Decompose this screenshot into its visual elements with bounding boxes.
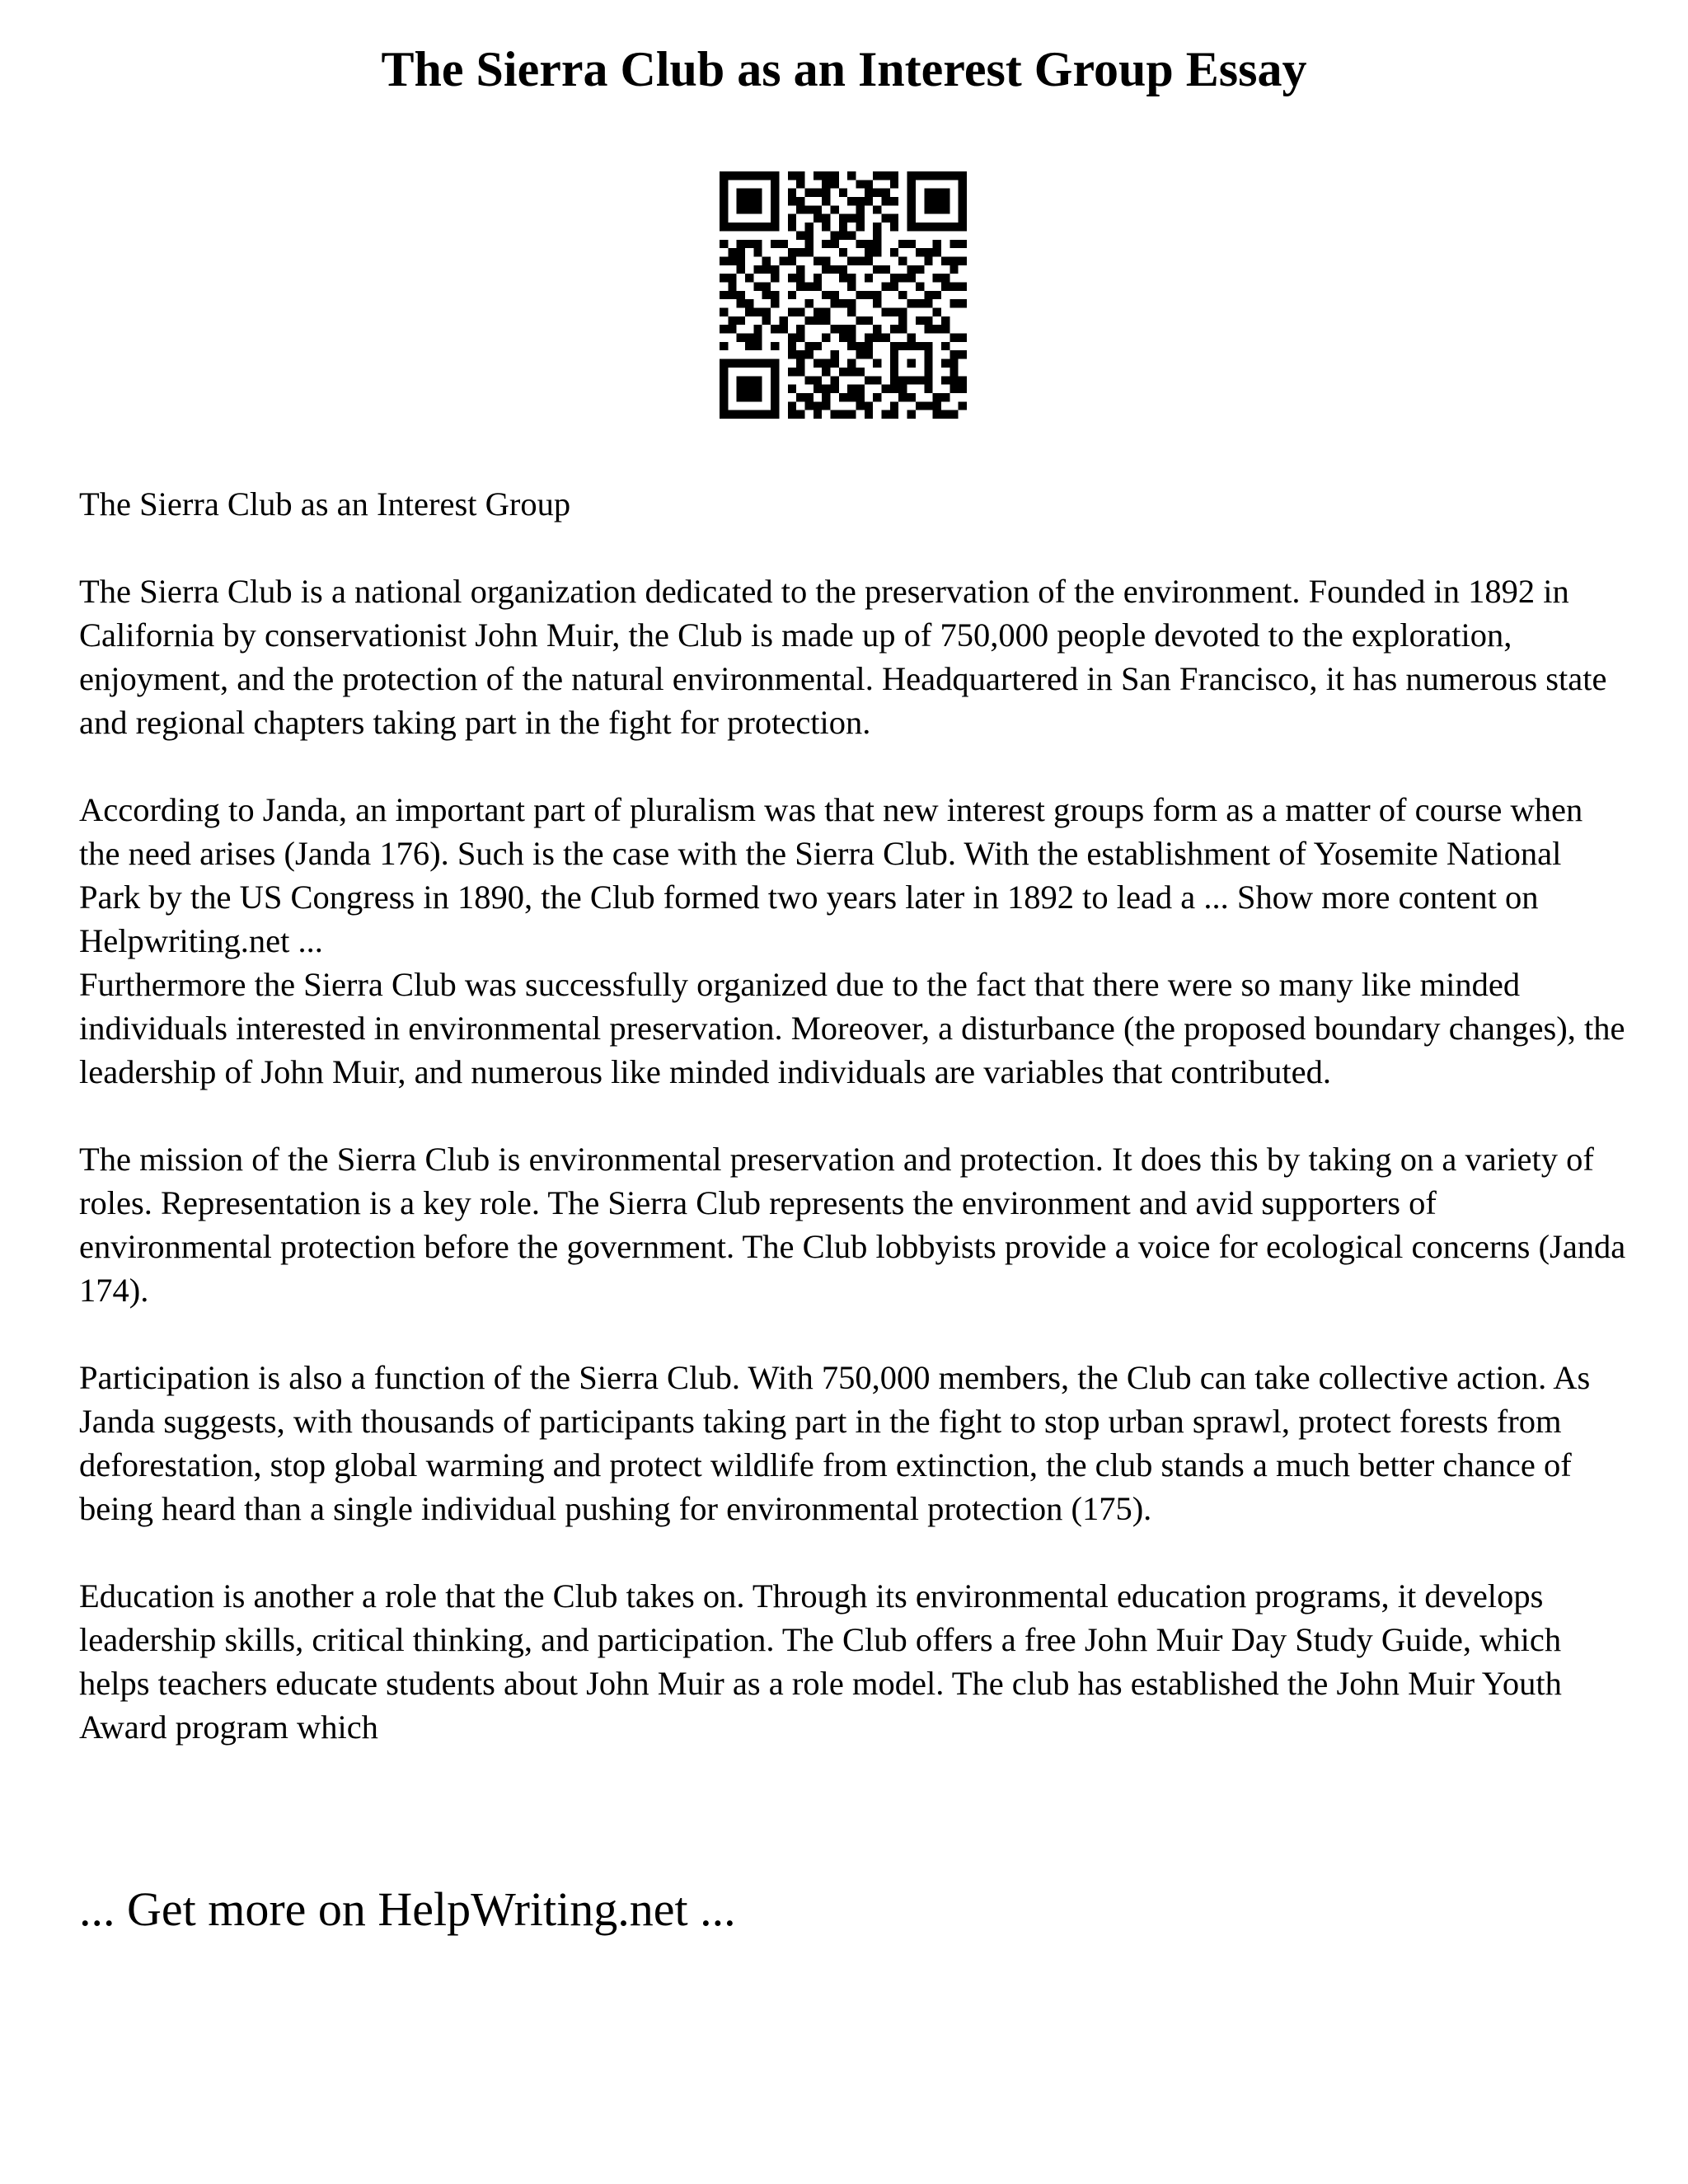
- document-title: The Sierra Club as an Interest Group Essay: [381, 42, 1307, 96]
- essay-paragraph: The Sierra Club is a national organization dedicated to the preservation of the environment. Founded in 1892 in California by conservationist John Muir, the Club is made up of 750,000 people devoted to the exploration, enjoyment, and the protection of the natural environmental. Headquartered in San Francisco, it has numerous state and regional chapters taking part in the fight for protection.: [79, 573, 1607, 741]
- essay-paragraph: The mission of the Sierra Club is environmental preservation and protection. It does this by taking on a variety of roles. Representation is a key role. The Sierra Club represents the environment and avid supporters of environmental protection before the government. The Club lobbyists provide a voice for ecological concerns (Janda 174).: [79, 1141, 1626, 1309]
- get-more-link[interactable]: ... Get more on HelpWriting.net ...: [79, 1882, 736, 1936]
- essay-paragraph: Furthermore the Sierra Club was successfully organized due to the fact that there were so many like minded individuals interested in environmental preservation. Moreover, a disturbance (the proposed boundary changes), the leadership of John Muir, and numerous like minded individuals are variables that contributed.: [79, 966, 1625, 1090]
- essay-paragraph: Participation is also a function of the Sierra Club. With 750,000 members, the Club can take collective action. As Janda suggests, with thousands of participants taking part in the fight to stop urban sprawl, protect forests from deforestation, stop global warming and protect wildlife from extinction, the club stands a much better chance of being heard than a single individual pushing for environmental protection (175).: [79, 1359, 1591, 1527]
- essay-paragraph: According to Janda, an important part of pluralism was that new interest groups form as a matter of course when the need arises (Janda 176). Such is the case with the Sierra Club. With the establishment of Yosemite National Park by the US Congress in 1890, the Club formed two years later in 1892 to lead a ... Show more content on Helpwriting.net ...: [79, 791, 1583, 959]
- essay-subtitle: The Sierra Club as an Interest Group: [79, 485, 571, 523]
- essay-body: [79, 482, 1629, 1749]
- qr-code-icon: [720, 171, 967, 419]
- essay-paragraph: Education is another a role that the Club takes on. Through its environmental education programs, it develops leadership skills, critical thinking, and participation. The Club offers a free John Muir Day Study Guide, which helps teachers educate students about John Muir as a role model. The club has established the John Muir Youth Award program which: [79, 1577, 1562, 1746]
